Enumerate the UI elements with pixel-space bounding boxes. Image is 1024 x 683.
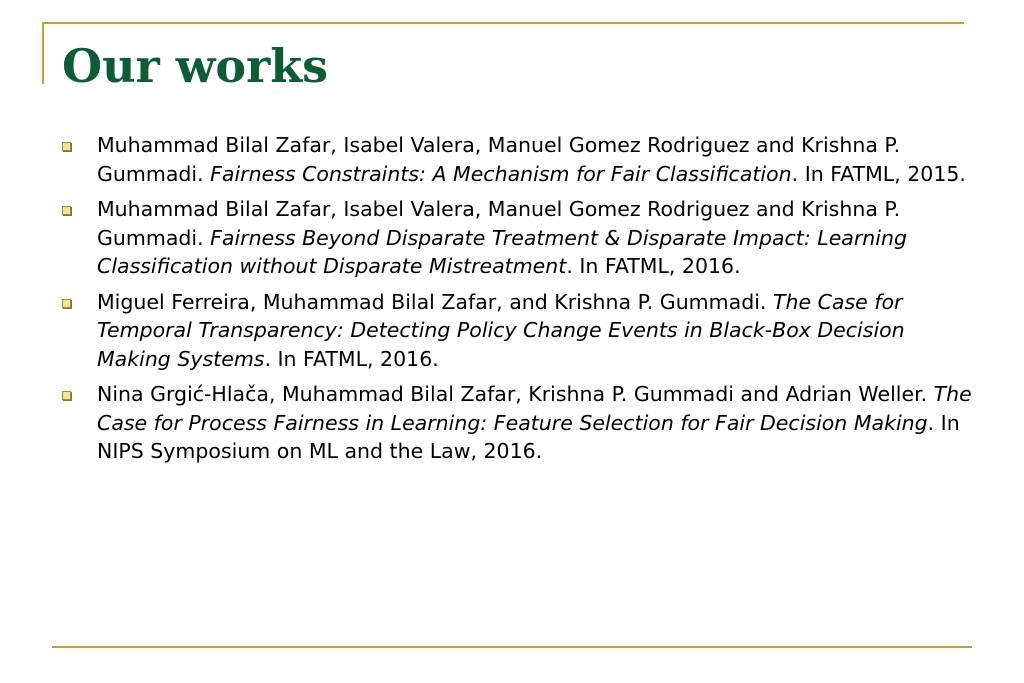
reference-title: Fairness Constraints: A Mechanism for Fair Classification — [210, 161, 792, 186]
square-bullet-icon — [62, 142, 71, 151]
top-rule — [42, 22, 964, 24]
reference-venue: . In FATML, 2016. — [566, 254, 741, 278]
reference-venue: . In FATML, 2016. — [264, 346, 439, 371]
square-bullet-icon — [62, 206, 71, 215]
reference-item — [60, 195, 972, 281]
square-bullet-icon — [62, 299, 71, 308]
reference-title: The Case for Process Fairness in Learning: Feature Selection for Fair Decision Making — [97, 382, 972, 435]
reference-title: Fairness Beyond Disparate Treatment & Disparate Impact: Learning Classification without Disparate Mistreatment — [97, 225, 907, 278]
reference-authors: Muhammad Bilal Zafar, Isabel Valera, Manuel Gomez Rodriguez and Krishna P. Gummadi. — [97, 133, 901, 186]
reference-venue: . In FATML, 2015. — [791, 161, 966, 186]
reference-authors: Nina Grgić-Hlača, Muhammad Bilal Zafar, Krishna P. Gummadi and Adrian Weller. — [97, 382, 934, 406]
square-bullet-icon — [62, 391, 71, 400]
reference-authors: Muhammad Bilal Zafar, Isabel Valera, Manuel Gomez Rodriguez and Krishna P. Gummadi. — [97, 197, 901, 250]
reference-venue: . In NIPS Symposium on ML and the Law, 2016. — [97, 410, 960, 463]
reference-item — [60, 131, 972, 188]
reference-authors: Miguel Ferreira, Muhammad Bilal Zafar, and Krishna P. Gummadi. — [97, 289, 773, 314]
bottom-rule — [52, 646, 972, 648]
reference-list — [60, 131, 972, 473]
left-rule — [42, 22, 44, 84]
reference-item — [60, 380, 972, 466]
reference-title: The Case for Temporal Transparency: Detecting Policy Change Events in Black-Box Decision Making Systems — [97, 289, 905, 371]
slide-title: Our works — [62, 39, 329, 93]
reference-item — [60, 288, 972, 374]
